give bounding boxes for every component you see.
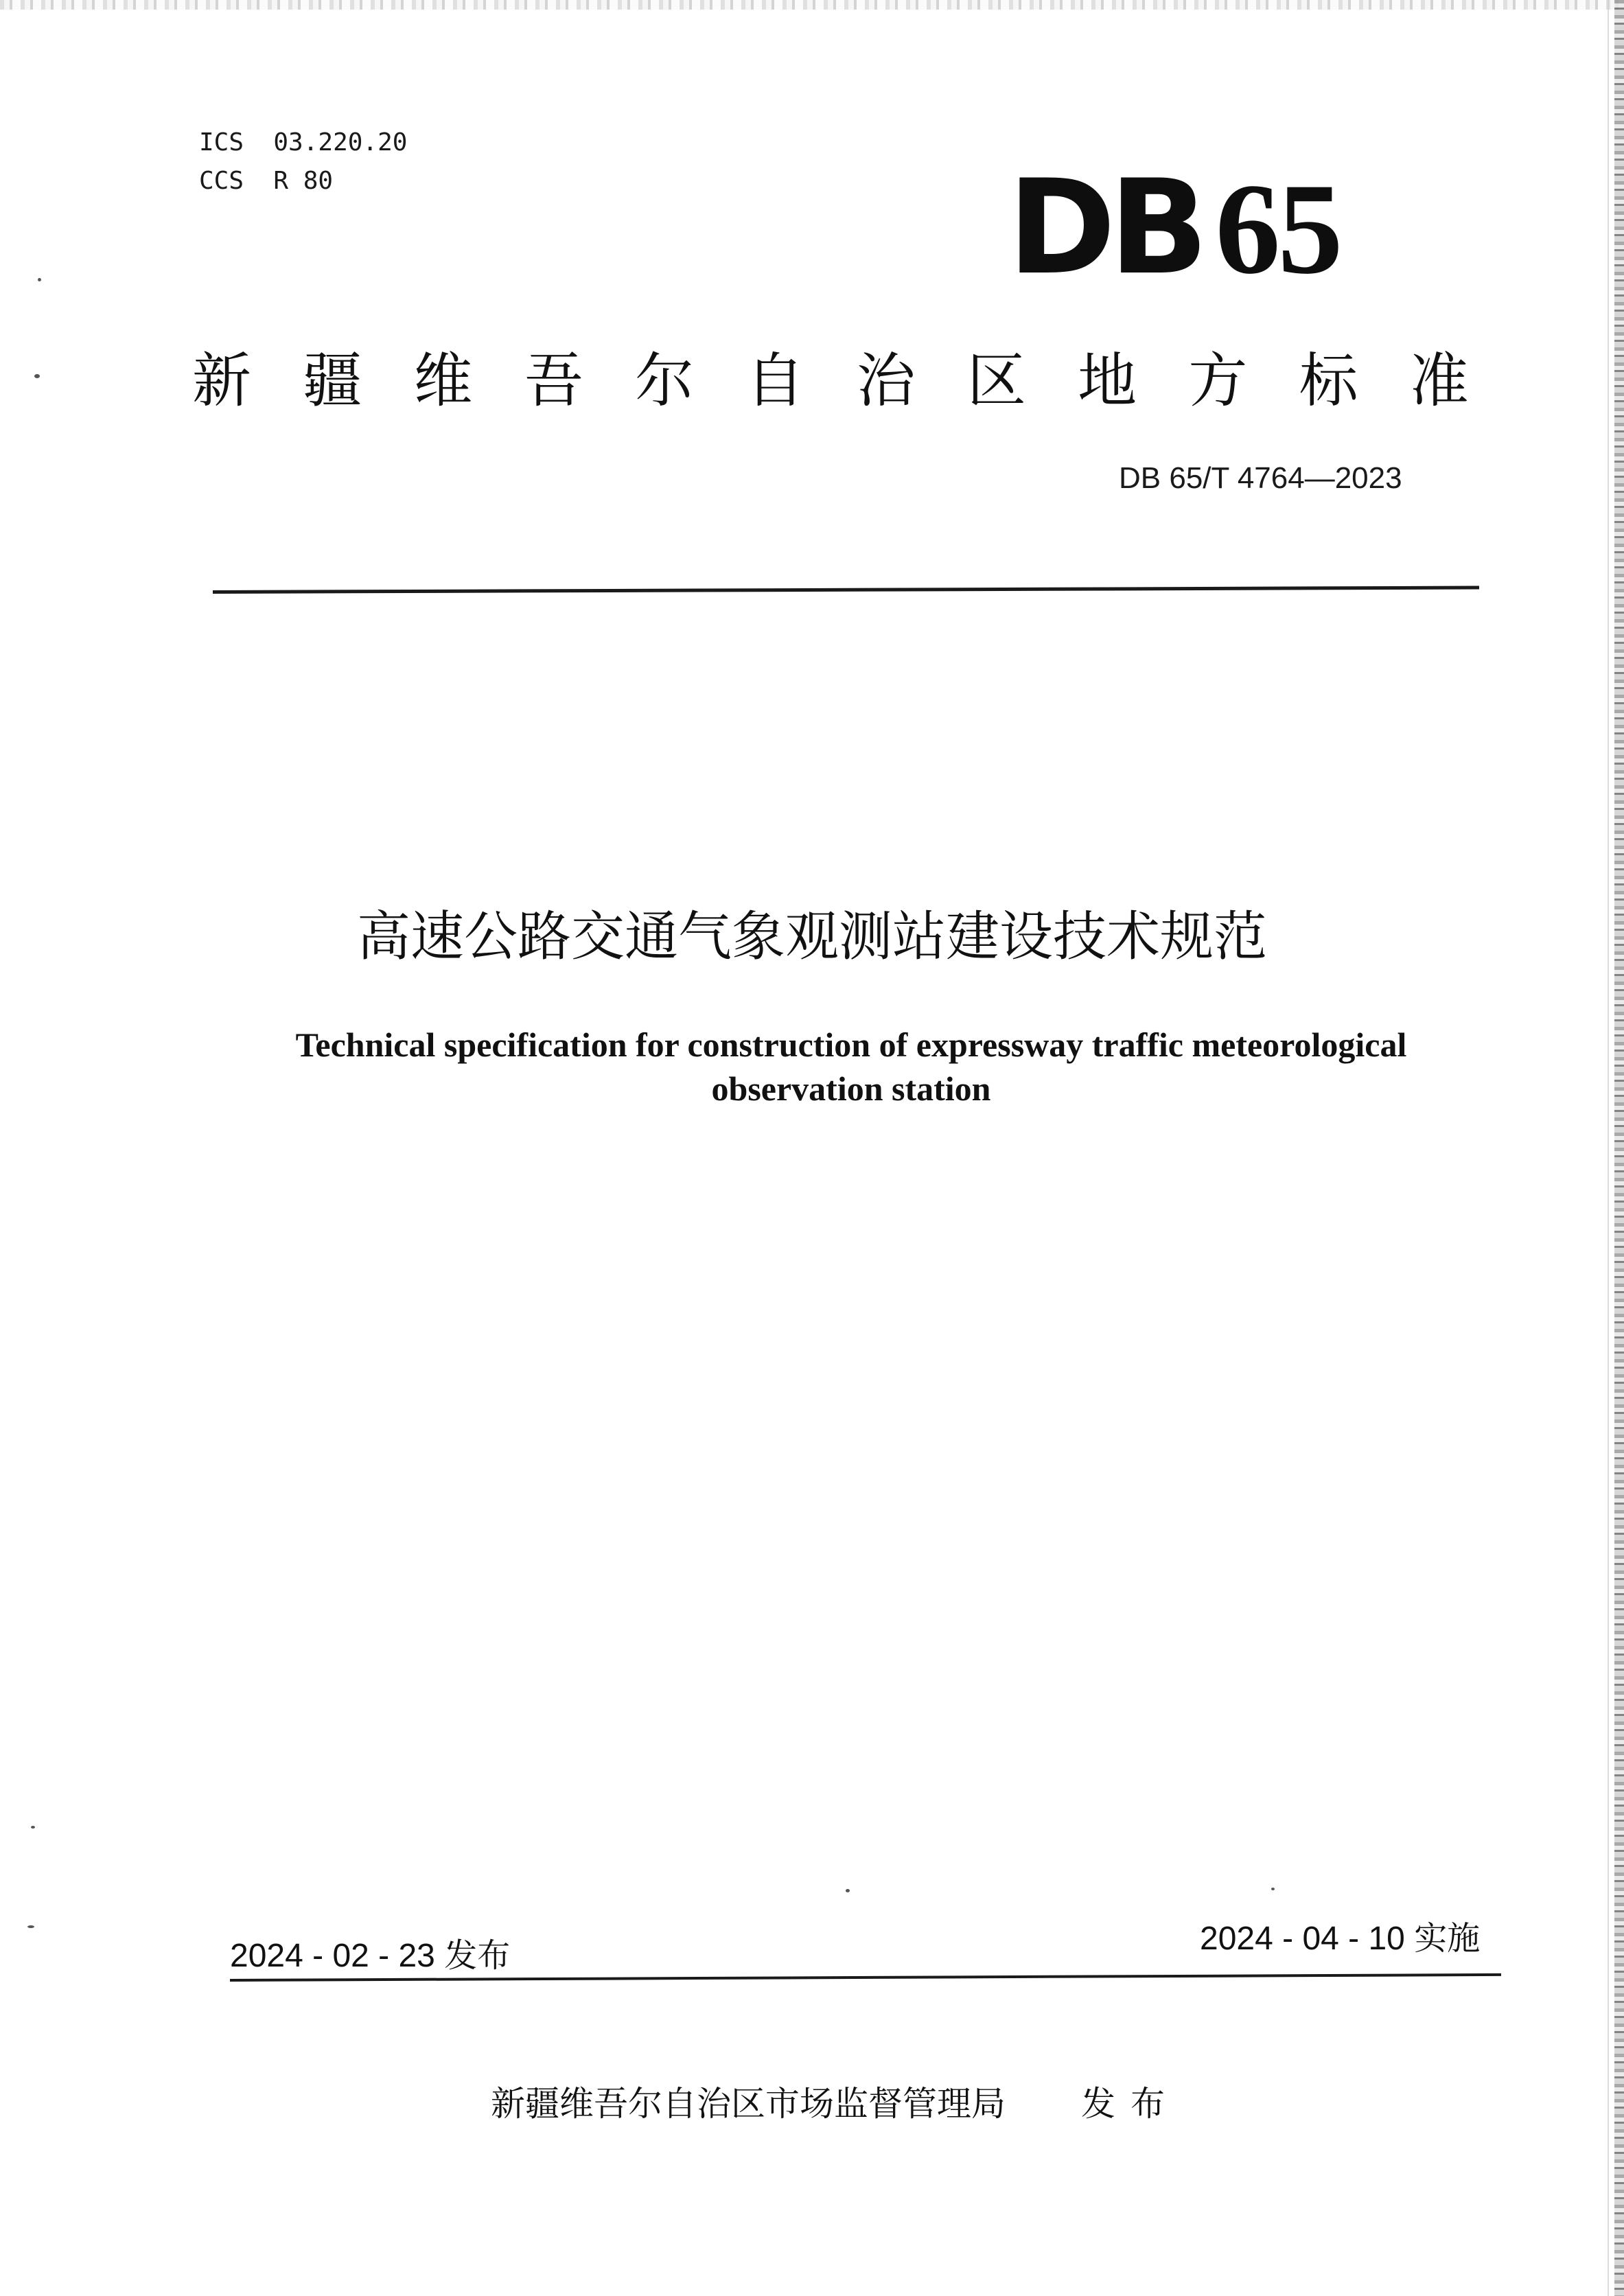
scan-speck <box>38 278 41 281</box>
scan-speck <box>846 1889 850 1892</box>
publisher-name: 新疆维吾尔自治区市场监督管理局 <box>491 2084 1006 2124</box>
category-char: 尔 <box>635 347 695 415</box>
db-logo-letters: DB <box>1008 152 1202 303</box>
classification-codes <box>199 124 407 200</box>
category-char: 维 <box>413 347 473 415</box>
db-logo-number: 65 <box>1215 157 1341 301</box>
issue-date: 2024 - 02 - 23 发布 <box>230 1938 511 1974</box>
scan-speck <box>34 374 40 378</box>
publisher-verb: 发布 <box>1081 2084 1180 2124</box>
implementation-date: 2024 - 04 - 10 实施 <box>1200 1921 1481 1957</box>
standard-number: DB 65/T 4764—2023 <box>1119 461 1402 495</box>
category-char: 治 <box>856 347 916 415</box>
scan-speck <box>31 1826 35 1829</box>
document-title-english: Technical specification for construction of expressway traffic meteorological observation station <box>295 1025 1407 1108</box>
category-char: 自 <box>745 347 805 415</box>
category-char: 疆 <box>303 347 362 415</box>
scan-edge-right <box>1614 0 1624 2296</box>
scan-edge-top <box>0 0 1624 10</box>
category-char: 吾 <box>524 347 583 415</box>
publisher-line <box>491 2076 1180 2126</box>
category-char: 区 <box>966 347 1026 415</box>
scan-speck <box>1271 1888 1275 1890</box>
document-title-chinese: 高速公路交通气象观测站建设技术规范 <box>356 906 1267 968</box>
scan-speck <box>27 1925 34 1928</box>
standard-category-title <box>192 343 1469 419</box>
category-char: 方 <box>1188 347 1248 415</box>
header-divider <box>213 586 1479 594</box>
category-char: 新 <box>192 347 251 415</box>
db-logo <box>1008 152 1341 303</box>
ccs-code: CCS R 80 <box>199 167 334 195</box>
ics-code: ICS 03.220.20 <box>199 128 408 156</box>
category-char: 准 <box>1409 347 1469 415</box>
scan-edge-line <box>1608 0 1609 2296</box>
category-char: 地 <box>1078 347 1137 415</box>
category-char: 标 <box>1299 347 1358 415</box>
